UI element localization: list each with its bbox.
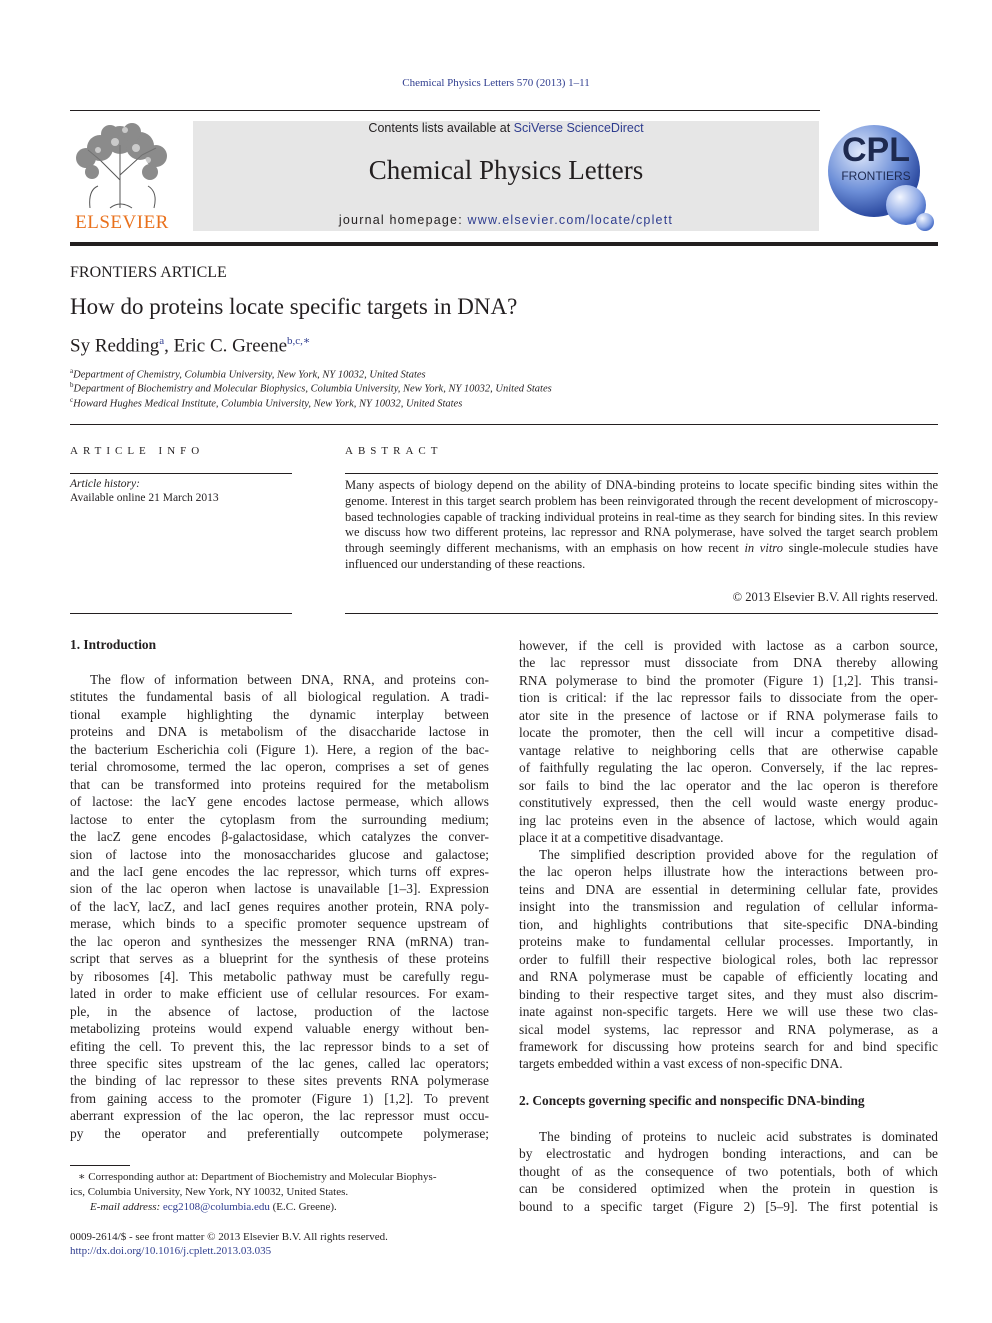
text-line: tional example highlighting the dynamic interplay between <box>70 706 489 722</box>
text-line: py the operator and preferentially outcompete polymerase; <box>70 1125 489 1141</box>
text-line: script that serves as a blueprint for the synthesis of these proteins <box>70 951 489 967</box>
affiliation-text: Department of Chemistry, Columbia University, New York, NY 10032, United States <box>73 369 426 381</box>
text-line: The flow of information between DNA, RNA, and proteins con- <box>90 672 489 687</box>
journal-title: Chemical Physics Letters <box>368 155 644 185</box>
footnote-rule <box>70 1165 130 1166</box>
text-line: however, if the cell is provided with lactose as a carbon source, <box>519 638 938 653</box>
header-thick-rule <box>70 242 938 246</box>
text-line: aberrant expression of the lac operon, the lac repressor must occu- <box>70 1108 489 1124</box>
abstract-part: single-molecule studies have influenced our understanding of these reactions. <box>345 541 939 571</box>
section-heading-introduction: 1. Introduction <box>70 637 157 652</box>
text-line: the lac operon helps illustrate how the interactions between pro- <box>519 864 938 880</box>
article-type: FRONTIERS ARTICLE <box>70 264 227 281</box>
homepage-link[interactable]: www.elsevier.com/locate/cplett <box>467 213 674 227</box>
text-line: from gaining access to the promoter (Figure 1) [1,2]. To prevent <box>70 1090 489 1106</box>
affiliation-text: Department of Biochemistry and Molecular Biophysics, Columbia University, New York, NY 10032, United States <box>73 383 552 395</box>
abstract-bottom-rule <box>345 613 938 614</box>
text-line: can be considered optimized when the protein in question is <box>519 1181 938 1197</box>
text-line: proteins and DNA is metabolism of the disaccharide lactose in <box>70 724 489 740</box>
abstract-text <box>345 478 938 573</box>
left-column-text <box>70 671 489 1142</box>
text-line: by ribosomes [4]. This metabolic pathway must be carefully regu- <box>70 968 489 984</box>
text-line: terial chromosome, termed the lac operon, comprises a set of genes <box>70 759 489 775</box>
text-line: three specific sites upstream of the lac genes, called lac operators; <box>70 1055 489 1071</box>
text-line: lated in order to make efficient use of cellular resources. For exam- <box>70 986 489 1002</box>
right-column-para3 <box>519 1128 938 1215</box>
email-label: E-mail address: <box>90 1201 163 1213</box>
text-line: constitutively expressed, then the cell would waste energy produc- <box>519 795 938 811</box>
info-bottom-rule <box>70 613 292 614</box>
text-line: the lac operon and synthesizes the messenger RNA (mRNA) tran- <box>70 933 489 949</box>
affiliation-sup: c <box>70 396 74 404</box>
title-divider <box>70 424 938 425</box>
affiliation-sup: b <box>70 381 74 389</box>
contents-prefix: Contents lists available at <box>368 121 514 135</box>
author-affil-sup[interactable]: a <box>159 335 165 347</box>
abstract-part: Many aspects of biology depend on the ability of DNA-binding proteins to locate specific binding sites within the genome. Interest in this target search problem has been reinvigorated through the recent development of microscopy-based technologies capable of tracking individual proteins in real-time as they search for binding sites. In this review we discuss how two different proteins, lac repressor and RNA polymerase, have solved the target search problem through seemingly different mechanisms, with an emphasis on how recent <box>345 478 938 556</box>
text-line: thought of as the consequence of two potentials, both of which <box>519 1163 938 1179</box>
text-line: the lac repressor must dissociate from DNA thereby allowing <box>519 655 938 671</box>
issn-line: 0009-2614/$ - see front matter © 2013 Elsevier B.V. All rights reserved. <box>70 1231 388 1243</box>
affiliation-a <box>70 367 426 381</box>
text-line: sion of lactose into the monosaccharides glucose and galactose; <box>70 846 489 862</box>
text-line: inate against non-specific targets. Here we will use these two clas- <box>519 1004 938 1020</box>
copyright-line: © 2013 Elsevier B.V. All rights reserved. <box>732 590 938 604</box>
footnote-line: ics, Columbia University, New York, NY 10032, United States. <box>70 1186 349 1198</box>
abstract-rule <box>345 473 938 474</box>
author-list: Sy Redding$^a$, Eric C. Greene$^{b,c,∗}$ <box>70 335 311 357</box>
author-affil-sup[interactable]: b,c,∗ <box>287 335 311 347</box>
text-line: bound to a specific target (Figure 2) [5–9]. The first potential is <box>519 1198 938 1214</box>
text-line: tion, and highlights contributions that site-specific DNA-binding <box>519 916 938 932</box>
text-line: framework for discussing how proteins search for and bind specific <box>519 1038 938 1054</box>
affiliation-c <box>70 396 462 410</box>
page-footer <box>70 1230 388 1258</box>
cpl-frontiers-logo[interactable] <box>826 121 938 233</box>
text-line: of lactose: the lacY gene encodes lactose permease, which allows <box>70 794 489 810</box>
author-name[interactable]: Sy Redding <box>70 335 160 357</box>
abstract-italic: in vitro <box>744 541 783 556</box>
text-line: of the lacY, lacZ, and lacI genes requires another protein, RNA poly- <box>70 898 489 914</box>
article-title: How do proteins locate specific targets in DNA? <box>70 294 518 319</box>
text-line: ing lac proteins even in the absence of lactose, which would again <box>519 812 938 828</box>
text-line: RNA polymerase to bind the promoter (Figure 1) [1,2]. This transi- <box>519 672 938 688</box>
email-link[interactable]: ecg2108@columbia.edu <box>162 1201 270 1213</box>
history-label: Article history: <box>70 478 140 490</box>
text-line: the lacZ gene encodes β-galactosidase, which catalyzes the conver- <box>70 829 489 845</box>
elsevier-tree-icon <box>70 120 174 210</box>
text-line: efiting the cell. To prevent this, the lac repressor binds to a set of <box>70 1038 489 1054</box>
article-info-heading: ARTICLE INFO <box>70 445 205 457</box>
text-line: locate the promoter, then the cell will incur a competitive disad- <box>519 725 938 741</box>
text-line: sion of the lac operon when lactose is unavailable [1–3]. Expression <box>70 881 489 897</box>
right-column-para1 <box>519 637 938 846</box>
text-line: The simplified description provided above for the regulation of <box>539 847 938 862</box>
cpl-logo-text: CPL <box>842 131 910 169</box>
text-line: and RNA polymerase must be capable of efficiently locating and <box>519 969 938 985</box>
affiliation-b <box>70 381 552 395</box>
text-line: ple, in the absence of lactose, production of the lactose <box>70 1003 489 1019</box>
doi-link[interactable]: http://dx.doi.org/10.1016/j.cplett.2013.03.035 <box>70 1245 272 1257</box>
corresponding-footnote <box>70 1170 489 1215</box>
text-line: The binding of proteins to nucleic acid substrates is dominated <box>539 1129 938 1144</box>
text-line: metabolizing proteins would expend valuable energy without ben- <box>70 1021 489 1037</box>
text-line: proteins make to fundamental cellular processes. Importantly, in <box>519 934 938 950</box>
text-line: sor fails to bind the lac operator and the lac operon is therefore <box>519 777 938 793</box>
author-name[interactable]: Eric C. Greene <box>173 335 288 357</box>
elsevier-logo[interactable] <box>70 120 174 232</box>
cpl-logo-subtext: FRONTIERS <box>841 169 911 183</box>
text-line: the bacterium Escherichia coli (Figure 1). Here, a region of the bac- <box>70 741 489 757</box>
info-rule <box>70 473 292 474</box>
history-value: Available online 21 March 2013 <box>70 492 219 504</box>
text-line: order to fulfill their respective biological roles, both lac repressor <box>519 951 938 967</box>
text-line: stitutes the fundamental basis of all biological regulation. A tradi- <box>70 689 489 705</box>
homepage-prefix: journal homepage: <box>338 213 468 227</box>
text-line: that can be transformed into proteins required for the metabolism <box>70 776 489 792</box>
elsevier-wordmark: ELSEVIER <box>75 212 169 233</box>
text-line: place it at a competitive disadvantage. <box>519 829 724 845</box>
text-line: targets embedded within a vast excess of non-specific DNA. <box>519 1056 843 1072</box>
text-line: of faithfully regulating the lac operon. Conversely, if the lac repres- <box>519 760 938 776</box>
text-line: sical model systems, lac repressor and RNA polymerase, as a <box>519 1021 938 1037</box>
contents-line <box>193 121 819 135</box>
email-suffix: (E.C. Greene). <box>269 1201 337 1213</box>
text-line: and the lacI gene encodes the lac repressor, which turns off expres- <box>70 863 489 879</box>
header-top-rule <box>70 110 820 111</box>
affiliation-sup: a <box>70 367 74 375</box>
text-line: lactose to enter the cytoplasm from the surrounding medium; <box>70 811 489 827</box>
text-line: the binding of lac repressor to these sites prevents RNA polymerase <box>70 1073 489 1089</box>
abstract-heading: ABSTRACT <box>345 445 443 457</box>
text-line: binding to their respective target sites, and they must also discrim- <box>519 986 938 1002</box>
footnote-line: ∗ Corresponding author at: Department of Biochemistry and Molecular Biophys- <box>78 1171 437 1183</box>
journal-citation[interactable]: Chemical Physics Letters 570 (2013) 1–11 <box>402 77 590 89</box>
section-heading-concepts: 2. Concepts governing specific and nonspecific DNA-binding <box>519 1093 865 1108</box>
text-line: merase, which binds to a specific promoter sequence upstream of <box>70 916 489 932</box>
text-line: teins and DNA are essential in determining cellular fate, provides <box>519 881 938 897</box>
text-line: tion is critical: if the lac repressor fails to dissociate from the oper- <box>519 690 938 706</box>
text-line: insight into the transmission and regulation of cellular informa- <box>519 899 938 915</box>
right-column-para2 <box>519 846 938 1073</box>
journal-homepage <box>193 213 819 227</box>
text-line: by electrostatic and hydrogen bonding interactions, and can be <box>519 1146 938 1162</box>
text-line: ator site in the presence of lactose or if RNA polymerase fails to <box>519 707 938 723</box>
text-line: vantage relative to neighboring cells that are otherwise capable <box>519 742 938 758</box>
sciencedirect-link[interactable]: SciVerse ScienceDirect <box>513 121 644 135</box>
affiliation-text: Howard Hughes Medical Institute, Columbia University, New York, NY 10032, United States <box>73 398 463 410</box>
